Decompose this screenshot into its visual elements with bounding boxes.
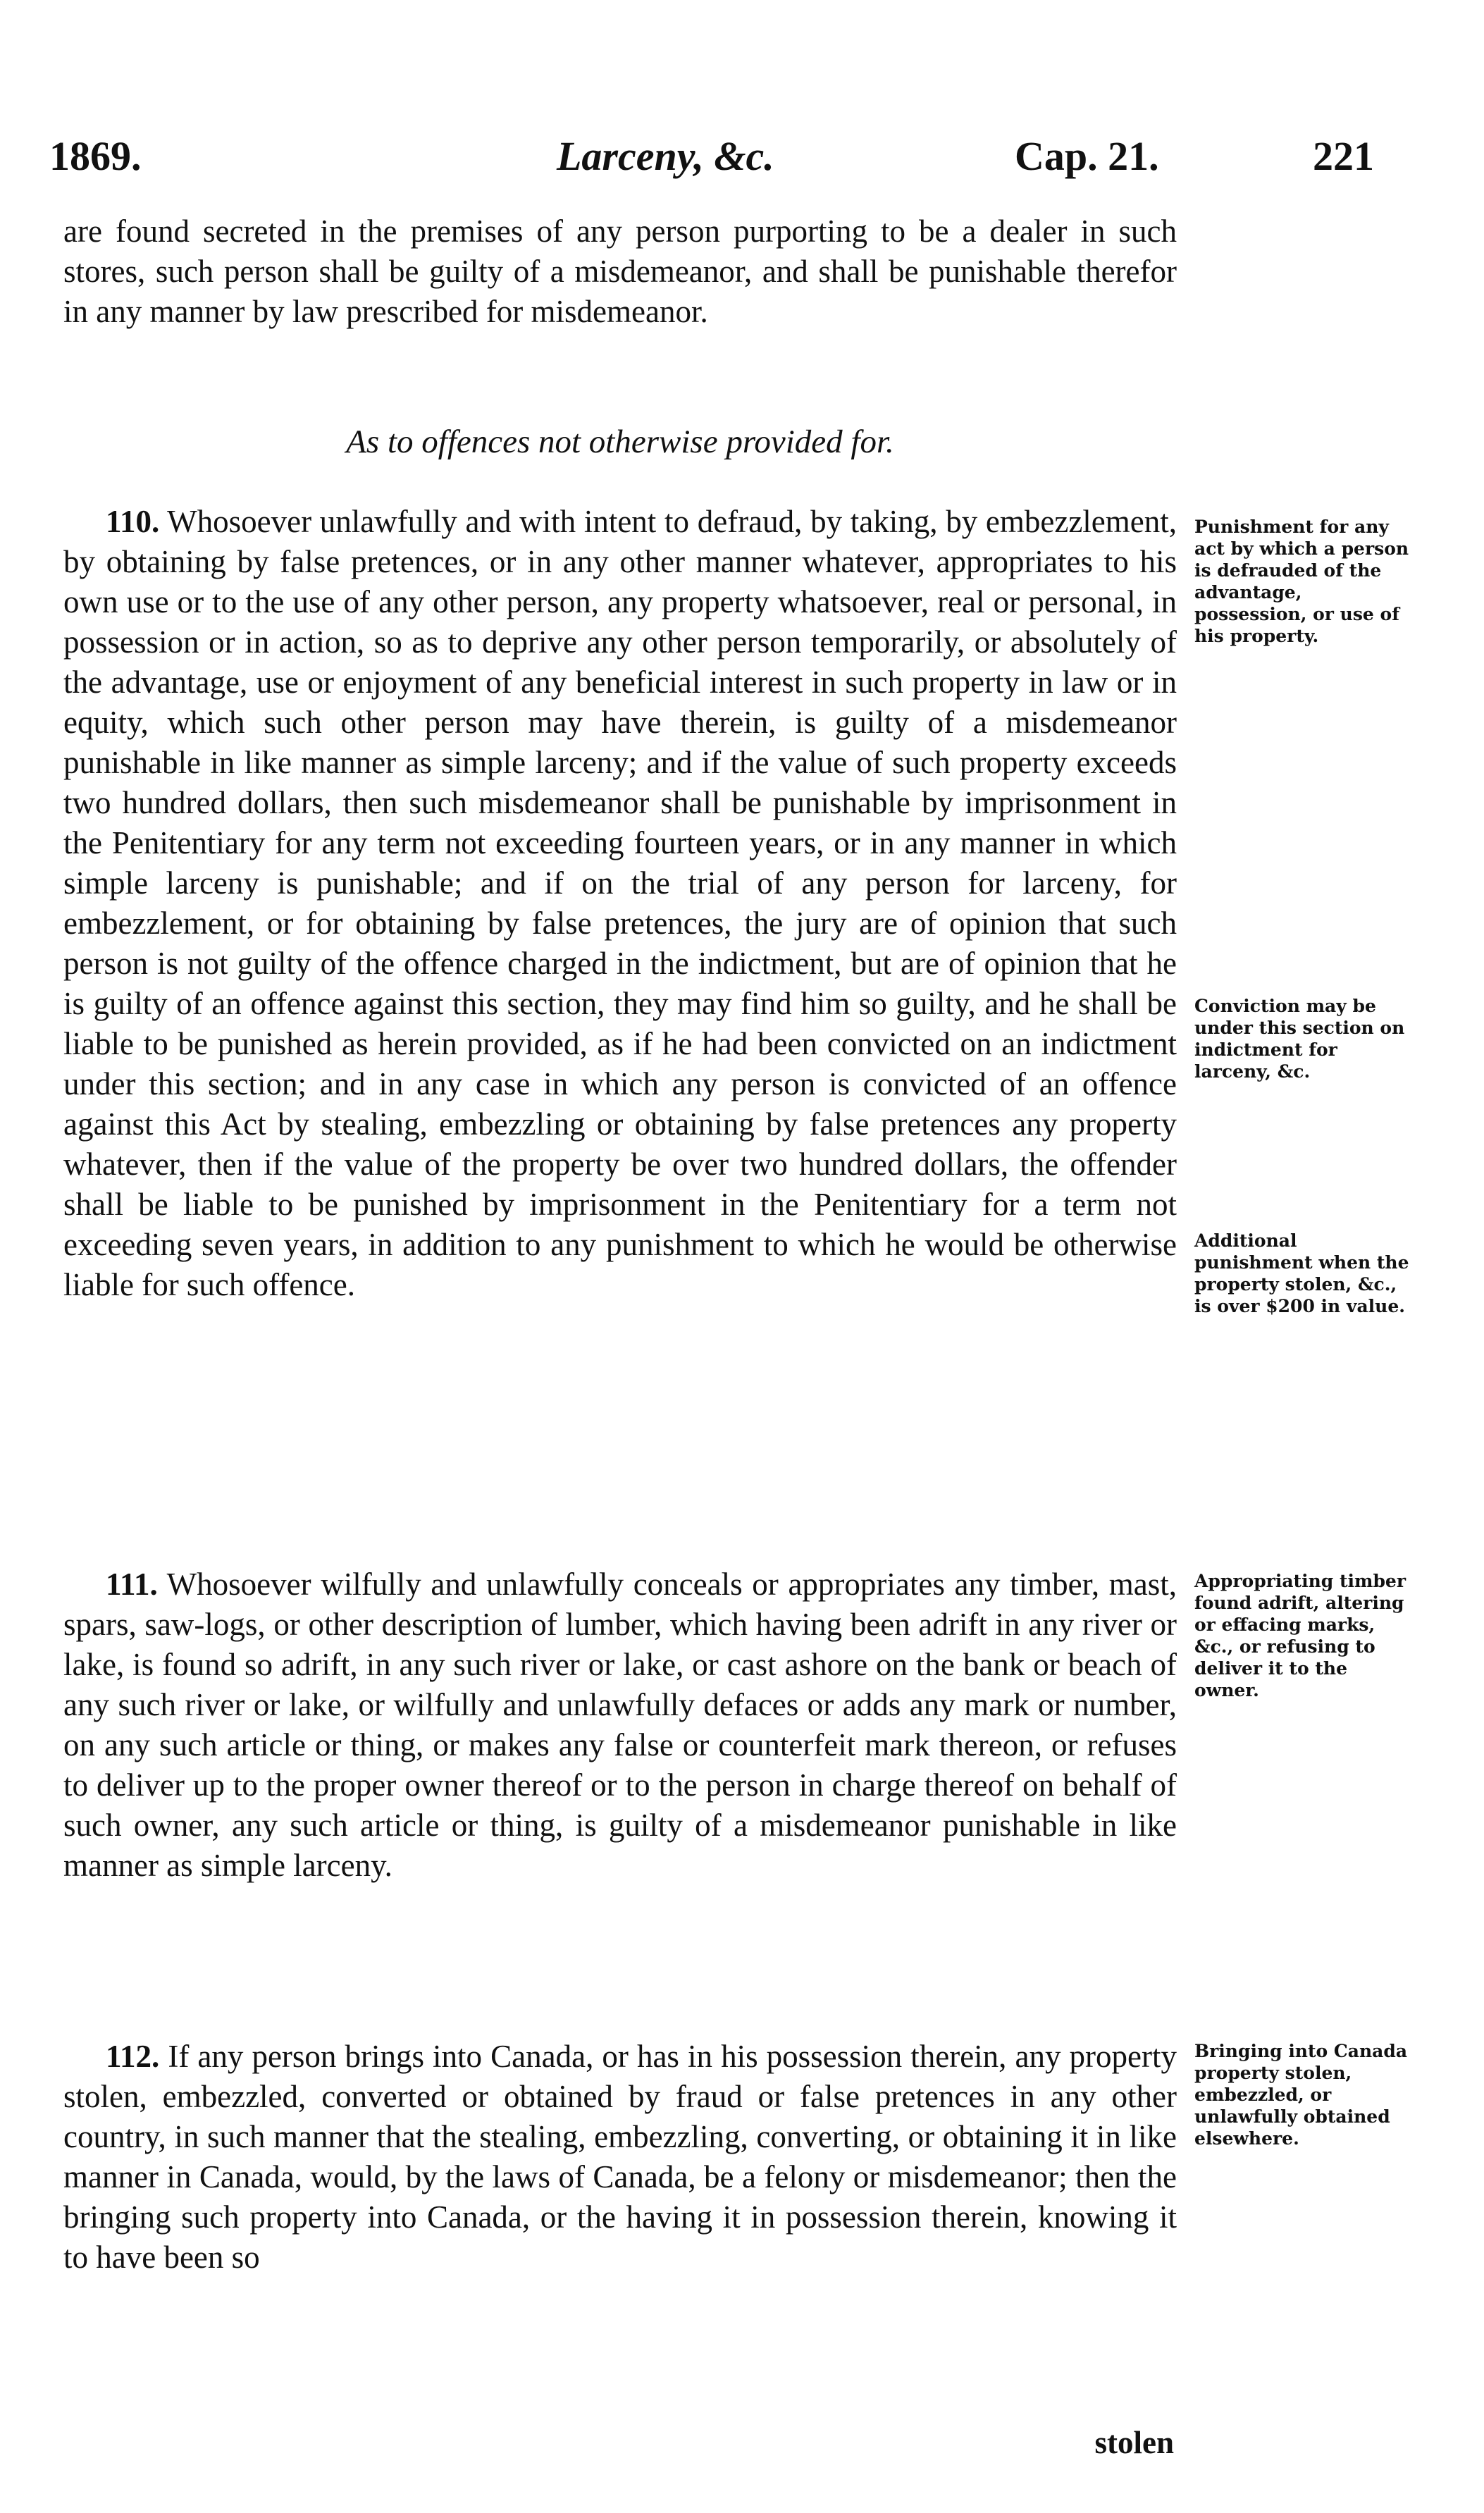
continuation-text: are found secreted in the premises of any person purporting to be a dealer in such stores, such person shall be guilty of a misdemeanor, and shall be punishable therefor in any manner by law prescribed for misdemeanor. (63, 214, 1177, 329)
section-text: If any person brings into Canada, or has in his possession therein, any property stolen, embezzled, converted or obtained by fraud or false pretences in any other country, in such manner that the stealing, embezzling, converting, or obtaining it in like manner in Canada, would, by the laws of Canada, be a felony or misdemeanor; then the bringing such property into Canada, or the having it in possession therein, knowing it to have been so (63, 2039, 1177, 2275)
marginal-note: Additional punishment when the property stolen, &c., is over $200 in value. (1194, 1230, 1409, 1316)
header-year: 1869. (49, 133, 142, 179)
section-111 (63, 1564, 1177, 1886)
marginal-note: Appropriating timber found adrift, altering or effacing marks, &c., or refusing to deliver it to the owner. (1194, 1571, 1406, 1700)
page-number: 221 (1313, 133, 1374, 179)
section-heading: As to offences not otherwise provided for. (346, 424, 894, 460)
marginal-note: Punishment for any act by which a person is defrauded of the advantage, possession, or use of his property. (1194, 517, 1409, 646)
running-header (49, 132, 1374, 189)
continuation-paragraph (63, 211, 1177, 332)
section-text: Whosoever wilfully and unlawfully conceals or appropriates any timber, mast, spars, saw-logs, or other description of lumber, which having been adrift in any river or lake, is found so adrift, in any such river or lake, or cast ashore on the bank or beach of any such river or lake, or wilfully and unlawfully defaces or adds any mark or number, on any such article or thing, or makes any false or counterfeit mark thereon, or refuses to deliver up to the proper owner thereof or to the person in charge thereof on behalf of such owner, any such article or thing, is guilty of a misdemeanor punishable in like manner as simple larceny. (63, 1567, 1177, 1883)
section-number: 112. (106, 2039, 160, 2074)
section-number: 111. (106, 1567, 158, 1602)
marginal-note: Bringing into Canada property stolen, embezzled, or unlawfully obtained elsewhere. (1194, 2041, 1408, 2149)
catchword: stolen (1094, 2425, 1174, 2460)
section-text: Whosoever unlawfully and with intent to defraud, by taking, by embezzlement, by obtaining by false pretences, or in any other manner whatever, appropriates to his own use or to the use of any other person, any property whatsoever, real or personal, in possession or in action, so as to deprive any other person temporarily, or absolutely of the advantage, use or enjoyment of any beneficial interest in such property in law or in equity, which such other person may have therein, is guilty of a misdemeanor punishable in like manner as simple larceny; and if the value of such property exceeds two hundred dollars, then such misdemeanor shall be punishable by imprisonment in the Penitentiary for any term not exceeding fourteen years, or in any manner in which simple larceny is punishable; and if on the trial of any person for larceny, for embezzlement, or for obtaining by false pretences, the jury are of opinion that such person is not guilty of the offence charged in the indictment, but are of opinion that he is guilty of an offence against this section, they may find him so guilty, and he shall be liable to be punished as herein provided, as if he had been convicted on an indictment under this section; and in any case in which any person is convicted of an offence against this Act by stealing, embezzling or obtaining by false pretences any property whatever, then if the value of the property be over two hundred dollars, the offender shall be liable to be punished by imprisonment in the Penitentiary for a term not exceeding seven years, in addition to any punishment to which he would be otherwise liable for such offence. (63, 504, 1177, 1302)
header-title: Larceny, &c. (557, 133, 774, 179)
marginal-note: Conviction may be under this section on indictment for larceny, &c. (1194, 996, 1405, 1082)
section-112 (63, 2037, 1177, 2278)
section-number: 110. (106, 504, 160, 539)
header-chapter: Cap. 21. (1015, 133, 1159, 179)
section-110 (63, 502, 1177, 1305)
